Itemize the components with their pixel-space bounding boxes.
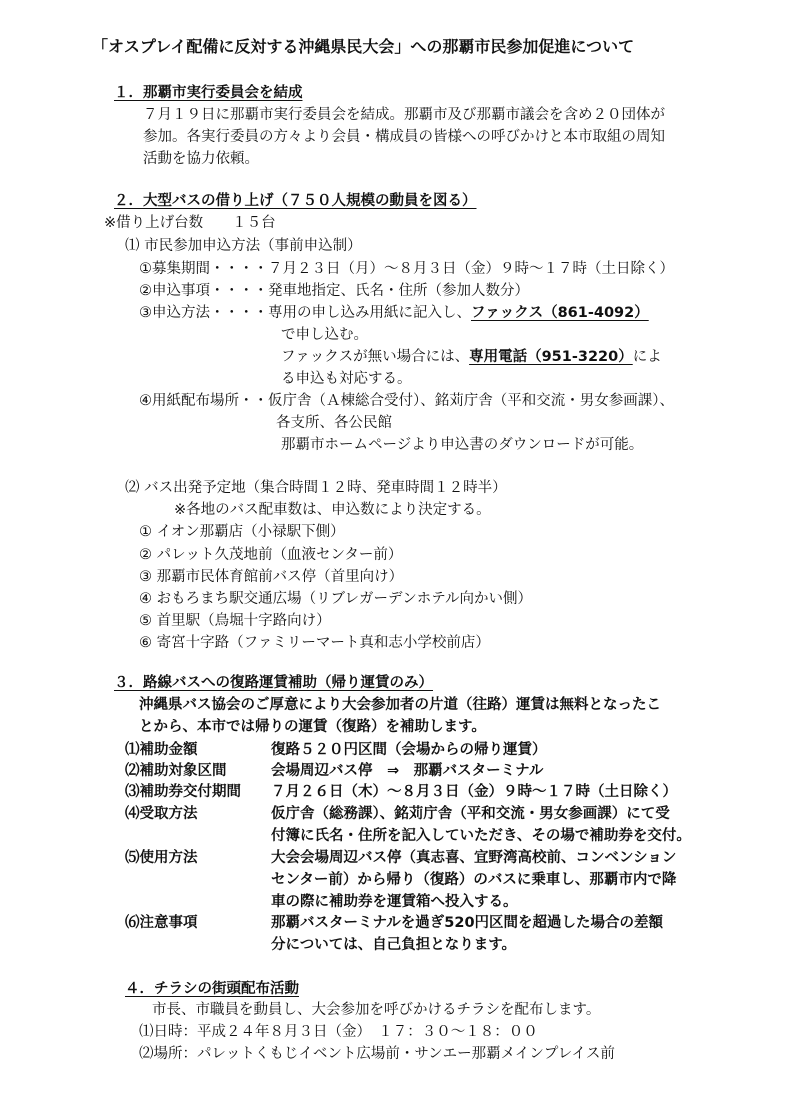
section-3-intro-1: 沖縄県バス協会のご厚意により大会参加者の片道（往路）運賃は無料となったこ [139,697,661,713]
flyer-location: ⑵場所：パレットくもじイベント広場前・サンエー那覇メインプレイス前 [139,1046,615,1062]
section-4-intro: 市長、市職員を動員し、大会参加を呼びかけるチラシを配布します。 [152,1002,601,1018]
subsection-2-2-heading: ⑵ バス出発予定地（集合時間１２時、発車時間１２時半） [125,480,507,496]
item-application-details: ②申込事項・・・・発車地指定、氏名・住所（参加人数分） [139,283,529,299]
item-form-distribution: ④用紙配布場所・・仮庁舎（Ａ棟総合受付）、銘苅庁舎（平和交流・男女参画課）、 [139,393,674,409]
phone-number: 専用電話（951-3220） [469,349,633,365]
bus-stop-2: ② パレット久茂地前（血液センター前） [139,547,403,563]
row-value-usage-method-1: 大会会場周辺バス停（真志喜、宜野湾高校前、コンベンション [271,850,677,866]
bus-stop-3: ③ 那覇市民体育館前バス停（首里向け） [139,569,404,585]
row-label-target-section: ⑵補助対象区間 [125,763,227,779]
bus-allocation-note: ※各地のバス配車数は、申込数により決定する。 [174,502,491,518]
row-value-subsidy-amount: 復路５２０円区間（会場からの帰り運賃） [271,742,547,758]
form-distribution-line-3: 那覇市ホームページより申込書のダウンロードが可能。 [281,437,644,453]
page-title: 「オスプレイ配備に反対する沖縄県民大会」への那覇市民参加促進について [92,37,635,56]
row-value-notes-1: 那覇バスターミナルを過ぎ520円区間を超過した場合の差額 [271,915,664,931]
rental-count: ※借り上げ台数 １５台 [104,215,276,231]
row-value-notes-2: 分については、自己負担となります。 [271,937,517,953]
no-fax-text: ファックスが無い場合には、 [281,349,470,365]
row-value-usage-method-2: センター前）から帰り（復路）のバスに乗車し、那覇市内で降 [271,872,677,888]
row-value-receiving-method-1: 仮庁舎（総務課）、銘苅庁舎（平和交流・男女参画課）にて受 [271,806,670,822]
row-value-issue-period: ７月２６日（木）～８月３日（金）９時～１７時（土日除く） [271,784,677,800]
application-method-line-4: る申込も対応する。 [281,371,412,387]
form-distribution-line-2: 各支所、各公民館 [276,415,392,431]
no-fax-text-end: によ [632,349,662,365]
bus-stop-6: ⑥ 寄宮十字路（ファミリーマート真和志小学校前店） [139,635,490,651]
section-3-heading: ３．路線バスへの復路運賃補助（帰り運賃のみ） [114,675,433,691]
bus-stop-1: ① イオン那覇店（小禄駅下側） [139,524,345,540]
section-1-heading: １．那覇市実行委員会を結成 [114,85,303,101]
item-application-method [139,303,649,323]
item-recruitment-period: ①募集期間・・・・７月２３日（月）～８月３日（金）９時～１７時（土日除く） [139,261,674,277]
bus-stop-5: ⑤ 首里駅（鳥堀十字路向け） [139,613,331,629]
section-1-line-2: 参加。各実行委員の方々より会員・構成員の皆様への呼びかけと本市取組の周知 [143,129,665,145]
subsection-2-1-heading: ⑴ 市民参加申込方法（事前申込制） [125,238,362,254]
section-1-line-1: ７月１９日に那覇市実行委員会を結成。那覇市及び那覇市議会を含め２０団体が [143,107,665,123]
section-3-intro-2: とから、本市では帰りの運賃（復路）を補助します。 [139,719,486,735]
row-value-target-section: 会場周辺バス停 ⇒ 那覇バスターミナル [271,763,544,779]
row-label-subsidy-amount: ⑴補助金額 [125,742,198,758]
row-value-receiving-method-2: 付簿に氏名・住所を記入していただき、その場で補助券を交付。 [271,828,691,844]
row-label-usage-method: ⑸使用方法 [125,850,198,866]
row-label-notes: ⑹注意事項 [125,915,198,931]
row-label-receiving-method: ⑷受取方法 [125,806,198,822]
section-1-line-3: 活動を協力依頼。 [143,151,259,167]
bus-stop-4: ④ おもろまち駅交通広場（リブレガーデンホテル向かい側） [139,591,533,607]
application-method-line-2: で申し込む。 [281,327,368,343]
flyer-datetime: ⑴日時：平成２４年８月３日（金） １７：３０～１８：００ [139,1024,538,1040]
row-value-usage-method-3: 車の際に補助券を運賃箱へ投入する。 [271,894,518,910]
section-2-heading: ２．大型バスの借り上げ（７５０人規模の動員を図る） [114,193,477,209]
section-4-heading: ４．チラシの街頭配布活動 [125,981,299,997]
fax-number: ファックス（861-4092） [471,305,649,321]
application-method-line-3 [281,347,662,367]
row-label-issue-period: ⑶補助券交付期間 [125,784,241,800]
application-method-text: ③申込方法・・・・専用の申し込み用紙に記入し、 [139,305,471,321]
